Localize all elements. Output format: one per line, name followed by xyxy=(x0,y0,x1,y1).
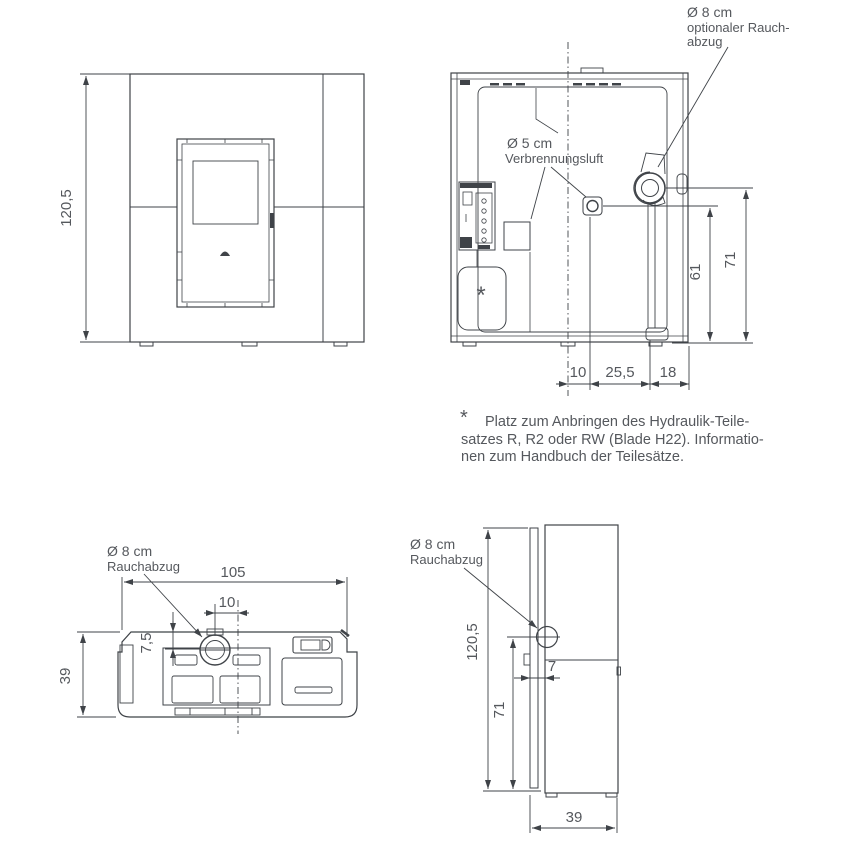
front-height-dimension xyxy=(80,74,130,342)
rear-frame-lines xyxy=(451,73,688,342)
rear-air-inlet xyxy=(583,197,602,215)
side-handle xyxy=(524,654,530,665)
top-vents xyxy=(172,655,260,703)
rear-flue-label xyxy=(687,4,790,49)
rear-panel-seam xyxy=(536,88,558,133)
top-rear-panel xyxy=(163,648,270,705)
top-dim-offset-label: 10 xyxy=(218,594,236,611)
rear-view xyxy=(451,4,790,396)
rear-flue-label-line2: optionaler Rauch- xyxy=(687,20,790,35)
rear-dim-10-label: 10 xyxy=(569,364,587,381)
rear-air-label xyxy=(505,135,604,166)
top-view xyxy=(57,543,357,734)
footnote-line-1: Platz zum Anbringen des Hydraulik-Teile- xyxy=(485,414,750,430)
rear-dim-61-label: 61 xyxy=(687,263,704,281)
side-flue-label xyxy=(410,536,483,567)
side-dim-height xyxy=(483,528,541,791)
side-dim-depth-label: 39 xyxy=(565,809,583,826)
side-flue-label-line2: Rauchabzug xyxy=(410,552,483,567)
top-left-panel xyxy=(120,645,133,703)
footnote-line-2: satzes R, R2 oder RW (Blade H22). Informatio- xyxy=(461,432,764,448)
top-corner-nub xyxy=(341,630,349,636)
front-door-frame xyxy=(177,139,274,307)
rear-body-outline xyxy=(451,73,688,342)
front-height-label: 120,5 xyxy=(58,189,75,227)
front-view xyxy=(58,74,364,346)
top-flue-label xyxy=(107,543,180,574)
rear-air-label-line2: Verbrennungsluft xyxy=(505,151,604,166)
side-view xyxy=(410,525,621,833)
top-dim-depth xyxy=(77,632,120,717)
rear-side-tab xyxy=(677,174,687,194)
rear-downpipe xyxy=(646,203,668,340)
side-flue-leader xyxy=(464,568,537,628)
rear-dim-25-5-label: 25,5 xyxy=(605,364,635,381)
front-door-frame-inner xyxy=(182,144,269,302)
rear-corner-clip xyxy=(460,80,470,85)
door-latch xyxy=(270,213,274,228)
rear-flue-label-line1: Ø 8 cm xyxy=(687,4,733,20)
rear-hydraulic-asterisk: * xyxy=(476,282,486,309)
side-dim-71-label: 71 xyxy=(491,701,508,719)
side-dim-front-label: 7 xyxy=(547,658,557,675)
side-dim-height-label: 120,5 xyxy=(464,623,481,661)
top-dim-width-label: 105 xyxy=(220,564,246,581)
footnote-line-3: nen zum Handbuch der Teilesätze. xyxy=(461,449,685,465)
top-dim-7-5-label: 7,5 xyxy=(138,632,155,654)
rear-electrical-panel xyxy=(459,182,495,250)
top-dim-depth-label: 39 xyxy=(57,667,74,685)
side-door-panel xyxy=(530,528,538,788)
side-flue-label-line1: Ø 8 cm xyxy=(410,536,456,552)
front-door-glass xyxy=(193,161,258,224)
rear-air-label-line1: Ø 5 cm xyxy=(507,135,553,151)
footnote-marker: * xyxy=(460,407,468,429)
top-tank-panel xyxy=(282,658,342,705)
rear-flue-outlet xyxy=(634,153,665,205)
top-base-plate xyxy=(175,708,260,715)
top-flue-label-line2: Rauchabzug xyxy=(107,559,180,574)
top-control-panel xyxy=(293,637,332,653)
rear-dim-18-label: 18 xyxy=(659,364,677,381)
rear-screw-marks xyxy=(490,83,621,86)
rear-air-duct-box xyxy=(504,222,530,250)
rear-flue-label-line3: abzug xyxy=(687,34,723,49)
top-dim-7-5 xyxy=(165,612,200,666)
rear-top-tab xyxy=(581,68,603,73)
flame-logo-icon xyxy=(220,252,230,257)
footnote xyxy=(460,407,764,465)
front-door-ticks xyxy=(177,139,274,307)
top-flue-label-line1: Ø 8 cm xyxy=(107,543,153,559)
rear-dim-71-label: 71 xyxy=(722,251,739,269)
